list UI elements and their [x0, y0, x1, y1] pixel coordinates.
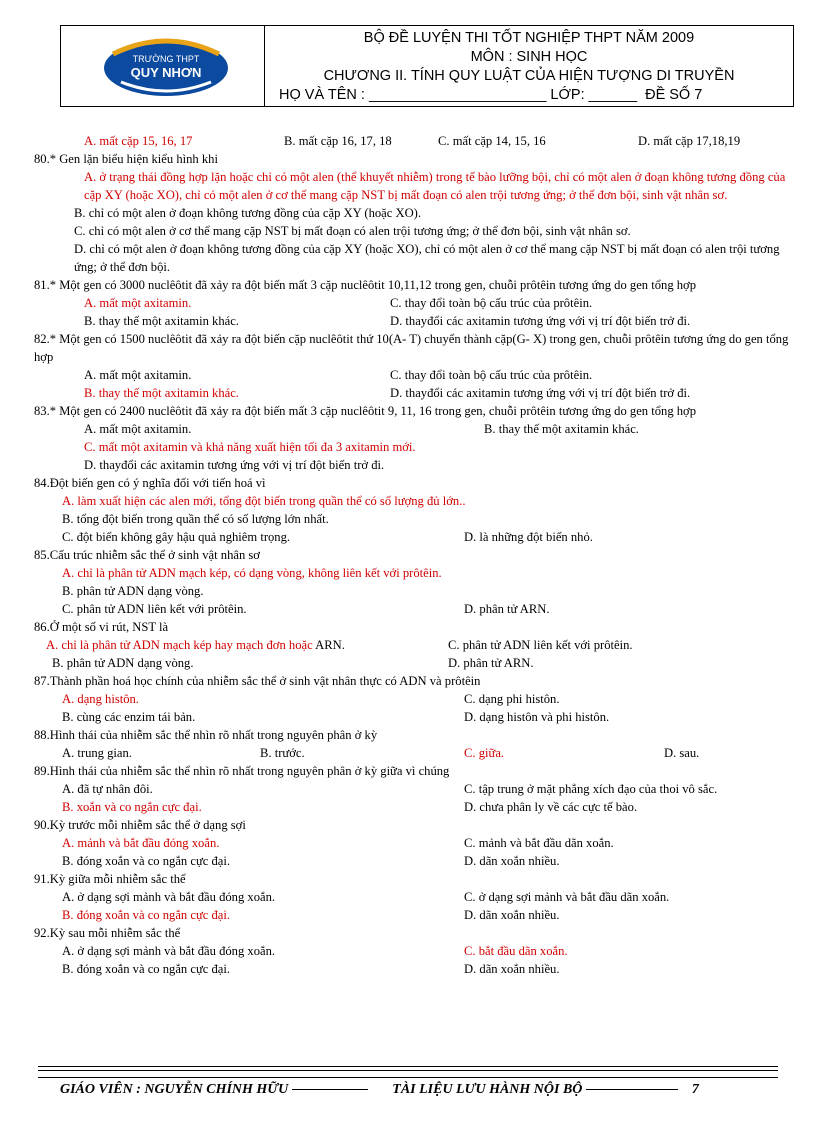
q83-option-c: C. mất một axitamin và khả năng xuất hiện tối đa 3 axitamin mới. — [84, 440, 416, 454]
footer-teacher: GIÁO VIÊN : NGUYỄN CHÍNH HỮU — [60, 1082, 289, 1097]
q83-option-a: A. mất một axitamin. — [84, 422, 192, 436]
name-class-label: HỌ VÀ TÊN : ______________________ LỚP: ______ — [279, 87, 638, 103]
q88-option-c: C. giữa. — [464, 746, 505, 760]
q81-option-c: C. thay đổi toàn bộ cấu trúc của prôtêin. — [390, 296, 593, 310]
q92-option-b: B. đóng xoắn và co ngắn cực đại. — [62, 962, 231, 976]
q92-option-a: A. ở dạng sợi mảnh và bắt đầu đóng xoắn. — [62, 944, 276, 958]
q86-option-d: D. phân tử ARN. — [448, 656, 534, 670]
q85-option-d: D. phân tử ARN. — [464, 602, 550, 616]
logo-cell — [61, 26, 265, 106]
q88-stem: 88.Hình thái của nhiễm sắc thể nhìn rõ nhất trong nguyên phân ở kỳ — [34, 728, 378, 742]
page-number: 7 — [691, 1082, 699, 1097]
q86-option-a-rest: ARN. — [312, 638, 345, 652]
q83-option-b: B. thay thế một axitamin khác. — [484, 422, 639, 436]
q87-option-a: A. dạng histôn. — [62, 692, 139, 706]
q90-option-a: A. mảnh và bắt đầu đóng xoắn. — [62, 836, 220, 850]
q85-option-c: C. phân tử ADN liên kết với prôtêin. — [62, 602, 247, 616]
q80-stem: 80.* Gen lặn biểu hiện kiểu hình khi — [34, 152, 218, 166]
footer — [60, 1082, 780, 1098]
header-subject: MÔN : SINH HỌC — [470, 49, 588, 65]
q86-option-c: C. phân tử ADN liên kết với prôtêin. — [448, 638, 633, 652]
q92-option-d: D. dãn xoắn nhiều. — [464, 962, 560, 976]
q79-option-b: B. mất cặp 16, 17, 18 — [284, 134, 392, 148]
q85-stem: 85.Cấu trúc nhiễm sắc thể ở sinh vật nhân sơ — [34, 548, 260, 562]
footer-line-1 — [292, 1089, 368, 1090]
q80-option-a: A. ở trạng thái đồng hợp lặn hoặc chỉ có một alen (thể khuyết nhiễm) trong tế bào lưỡng bội, chỉ có một alen ở đoạn không tương đồng của cặp XY (hoặc XO), chỉ có một alen ở cơ thể mang cặp NST bị mất đoạn có alen trội tương ứng; ở thể đơn bội, sinh vật nhân sơ. — [84, 170, 786, 202]
q84-stem: 84.Đột biến gen có ý nghĩa đối với tiến hoá vì — [34, 476, 266, 490]
q86-stem: 86.Ở một số vi rút, NST là — [34, 620, 169, 634]
q82-option-c: C. thay đổi toàn bộ cấu trúc của prôtêin. — [390, 368, 593, 382]
svg-text:TRƯỜNG THPT: TRƯỜNG THPT — [132, 54, 200, 64]
svg-text:QUY NHƠN: QUY NHƠN — [130, 65, 202, 80]
q89-option-c: C. tập trung ở mặt phẳng xích đạo của thoi vô sắc. — [464, 782, 718, 796]
q89-option-a: A. đã tự nhân đôi. — [62, 782, 153, 796]
q83-option-d: D. thayđổi các axitamin tương ứng với vị trí đột biến trở đi. — [84, 458, 385, 472]
q86-option-a — [46, 636, 448, 654]
q88-option-b: B. trước. — [260, 746, 305, 760]
q87-option-d: D. dạng histôn và phi histôn. — [464, 710, 610, 724]
header-name-row — [265, 86, 793, 105]
q79-option-c: C. mất cặp 14, 15, 16 — [438, 134, 546, 148]
q82-option-d: D. thayđổi các axitamin tương ứng với vị trí đột biến trở đi. — [390, 386, 691, 400]
q87-option-c: C. dạng phi histôn. — [464, 692, 560, 706]
q81-option-d: D. thayđổi các axitamin tương ứng với vị trí đột biến trở đi. — [390, 314, 691, 328]
q80-option-c: C. chỉ có một alen ở cơ thể mang cặp NST bị mất đoạn có alen trội tương ứng; ở thể đơn bội, sinh vật nhân sơ. — [74, 224, 631, 238]
exam-number: ĐỀ SỐ 7 — [645, 87, 703, 103]
q91-option-c: C. ở dạng sợi mảnh và bắt đầu dãn xoắn. — [464, 890, 670, 904]
q86-option-b: B. phân tử ADN dạng vòng. — [52, 656, 194, 670]
q83-stem: 83.* Một gen có 2400 nuclêôtit đã xảy ra đột biến mất 3 cặp nuclêôtit 9, 11, 16 trong gen, chuỗi prôtêin tương ứng do gen tổng hợp — [34, 404, 697, 418]
school-logo — [101, 34, 231, 98]
q80-option-d: D. chỉ có một alen ở đoạn không tương đồng của cặp XY (hoặc XO), chỉ có một alen ở cơ thể mang cặp NST bị mất đoạn có alen trội tương ứng; ở thể đơn bội. — [74, 242, 780, 274]
q92-stem: 92.Kỳ sau mỗi nhiễm sắc thể — [34, 926, 181, 940]
q90-option-d: D. dãn xoắn nhiều. — [464, 854, 560, 868]
q84-option-c: C. đột biến không gây hậu quả nghiêm trọng. — [62, 530, 291, 544]
header-text — [265, 26, 793, 106]
q84-option-a: A. làm xuất hiện các alen mới, tổng đột biến trong quần thể có số lượng đủ lớn.. — [62, 494, 466, 508]
q88-option-d: D. sau. — [664, 746, 700, 760]
q84-option-b: B. tổng đột biến trong quần thể có số lượng lớn nhất. — [62, 512, 329, 526]
q81-stem: 81.* Một gen có 3000 nuclêôtit đã xảy ra đột biến mất 3 cặp nuclêôtit 10,11,12 trong gen, chuỗi prôtêin tương ứng do gen tổng hợp — [34, 278, 697, 292]
q91-option-a: A. ở dạng sợi mảnh và bắt đầu đóng xoắn. — [62, 890, 276, 904]
q82-option-b: B. thay thế một axitamin khác. — [84, 386, 239, 400]
header-chapter: CHƯƠNG II. TÍNH QUY LUẬT CỦA HIỆN TƯỢNG DI TRUYỀN — [323, 68, 735, 84]
footer-divider-top — [38, 1066, 778, 1067]
q91-option-d: D. dãn xoắn nhiều. — [464, 908, 560, 922]
q85-option-a: A. chỉ là phân tử ADN mạch kép, có dạng vòng, không liên kết với prôtêin. — [62, 566, 442, 580]
q79-option-d: D. mất cặp 17,18,19 — [638, 134, 741, 148]
question-content — [34, 132, 796, 978]
q86-option-a-red: A. chỉ là phân tử ADN mạch kép hay mạch đơn hoặc — [46, 638, 313, 652]
q80-option-b: B. chỉ có một alen ở đoạn không tương đồng của cặp XY (hoặc XO). — [74, 206, 422, 220]
q89-stem: 89.Hình thái của nhiễm sắc thể nhìn rõ nhất trong nguyên phân ở kỳ giữa vì chúng — [34, 764, 450, 778]
footer-internal: TÀI LIỆU LƯU HÀNH NỘI BỘ — [392, 1082, 583, 1097]
header-line1: BỘ ĐỀ LUYỆN THI TỐT NGHIỆP THPT NĂM 2009 — [363, 30, 695, 46]
q90-stem: 90.Kỳ trước mỗi nhiễm sắc thể ở dạng sợi — [34, 818, 246, 832]
q82-stem: 82.* Một gen có 1500 nuclêôtit đã xảy ra đột biến cặp nuclêôtit thứ 10(A- T) chuyển thành cặp(G- X) trong gen, chuỗi prôtêin tương ứng do gen tổng hợp — [34, 332, 789, 364]
q91-stem: 91.Kỳ giữa mỗi nhiễm sắc thể — [34, 872, 186, 886]
q92-option-c: C. bắt đầu dãn xoắn. — [464, 944, 568, 958]
q90-option-b: B. đóng xoắn và co ngắn cực đại. — [62, 854, 231, 868]
q87-option-b: B. cùng các enzim tái bản. — [62, 710, 196, 724]
q89-option-b: B. xoắn và co ngắn cực đại. — [62, 800, 202, 814]
q81-option-b: B. thay thế một axitamin khác. — [84, 314, 239, 328]
q88-option-a: A. trung gian. — [62, 746, 132, 760]
q89-option-d: D. chưa phân ly về các cực tế bào. — [464, 800, 638, 814]
q79-options — [34, 132, 796, 150]
q84-option-d: D. là những đột biến nhỏ. — [464, 530, 593, 544]
header-box — [60, 25, 794, 107]
q81-option-a: A. mất một axitamin. — [84, 296, 192, 310]
q82-option-a: A. mất một axitamin. — [84, 368, 192, 382]
q91-option-b: B. đóng xoắn và co ngắn cực đại. — [62, 908, 231, 922]
q90-option-c: C. mảnh và bắt đầu dãn xoắn. — [464, 836, 614, 850]
q79-option-a: A. mất cặp 15, 16, 17 — [84, 134, 193, 148]
q87-stem: 87.Thành phần hoá học chính của nhiễm sắc thể ở sinh vật nhân thực có ADN và prôtêin — [34, 674, 481, 688]
q85-option-b: B. phân tử ADN dạng vòng. — [62, 584, 204, 598]
footer-divider — [38, 1070, 778, 1078]
footer-line-2 — [586, 1089, 678, 1090]
